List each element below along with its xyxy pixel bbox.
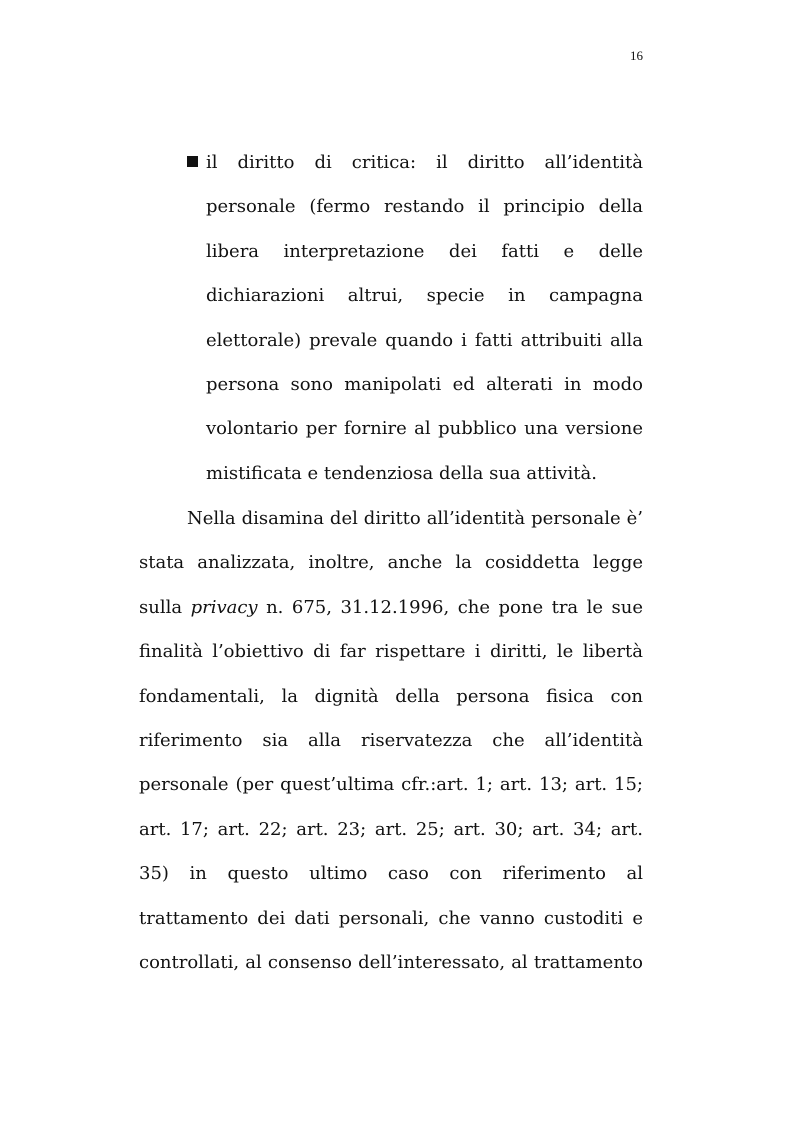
italic-term: privacy [190, 596, 258, 618]
paragraph-text: sulla [139, 596, 191, 618]
paragraph-line: controllati, al consenso dell’interessato, al trattamento [139, 951, 643, 973]
page-number: 16 [630, 48, 643, 63]
bullet-item [187, 141, 643, 496]
bullet-text [206, 141, 643, 496]
paragraph-text: n. 675, 31.12.1996, che pone tra le sue [257, 596, 644, 618]
bullet-line: persona sono manipolati ed alterati in modo [206, 373, 643, 395]
bullet-line: volontario per fornire al pubblico una versione [206, 418, 643, 440]
bullet-line: dichiarazioni altrui, specie in campagna [206, 285, 643, 307]
paragraph-line: trattamento dei dati personali, che vanno custoditi e [139, 907, 643, 929]
paragraph-line: stata analizzata, inoltre, anche la cosiddetta legge [139, 552, 643, 574]
paragraph-line: fondamentali, la dignità della persona fisica con [139, 685, 643, 707]
bullet-line: personale (fermo restando il principio della [206, 196, 643, 218]
body-paragraph [139, 497, 643, 985]
bullet-line: il diritto di critica: il diritto all’identità [206, 152, 643, 173]
paragraph-line: personale (per quest’ultima cfr.:art. 1; art. 13; art. 15; [139, 774, 643, 796]
paragraph-line: Nella disamina del diritto all’identità personale è’ [187, 508, 643, 529]
paragraph-line: riferimento sia alla riservatezza che all’identità [139, 729, 643, 751]
square-bullet-icon [187, 156, 198, 167]
bullet-line: elettorale) prevale quando i fatti attribuiti alla [206, 329, 643, 351]
paragraph-line [139, 586, 643, 630]
bullet-line: mistificata e tendenziosa della sua attività. [206, 462, 597, 484]
paragraph-line: 35) in questo ultimo caso con riferimento al [139, 863, 643, 885]
bullet-line: libera interpretazione dei fatti e delle [206, 240, 643, 262]
paragraph-line: finalità l’obiettivo di far rispettare i diritti, le libertà [139, 641, 643, 663]
paragraph-line: art. 17; art. 22; art. 23; art. 25; art. 30; art. 34; art. [139, 818, 643, 840]
